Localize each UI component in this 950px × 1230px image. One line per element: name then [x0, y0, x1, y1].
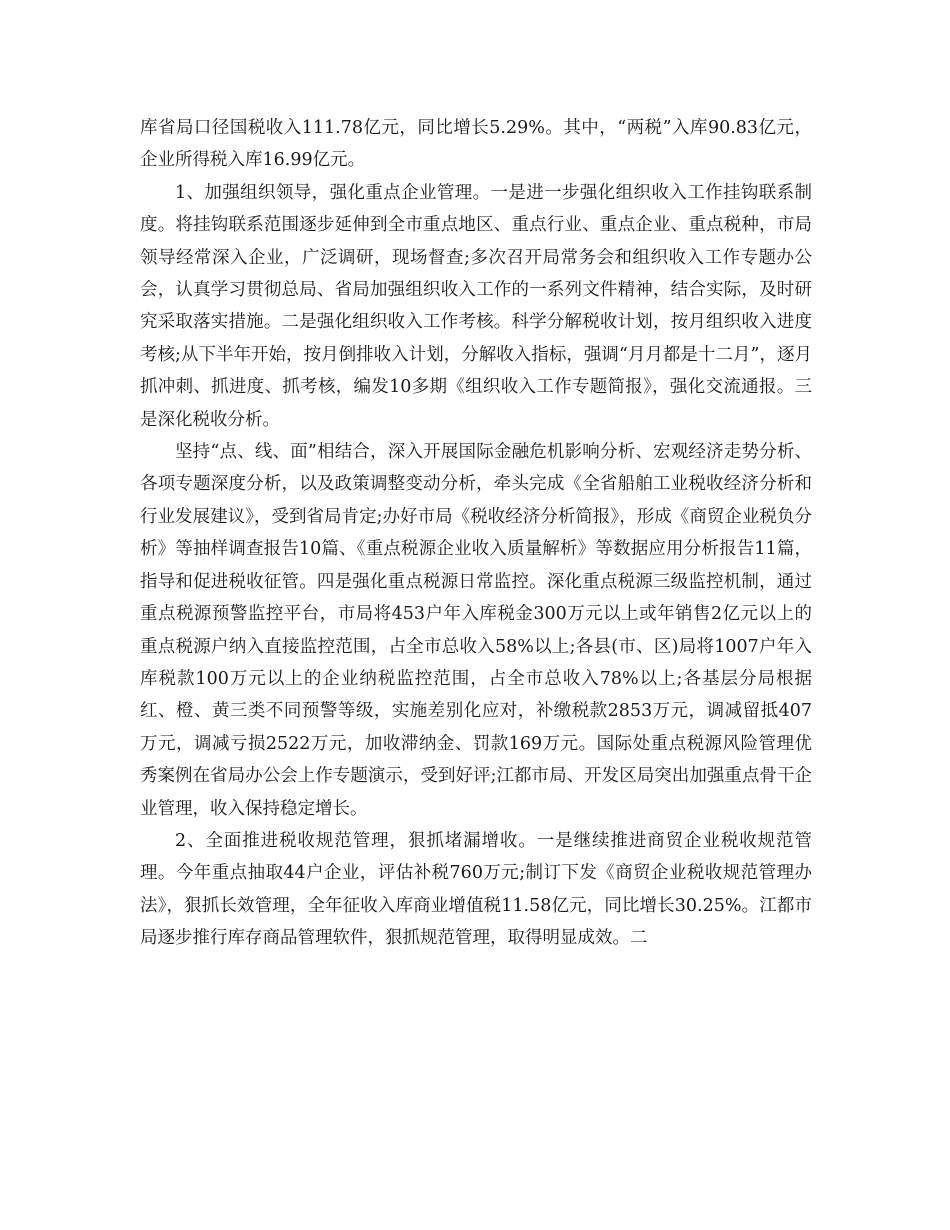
document-body — [140, 112, 812, 955]
paragraph-continuation: 库省局口径国税收入111.78亿元，同比增长5.29%。其中，“两税”入库90.83亿元， 企业所得税入库16.99亿元。 — [140, 118, 812, 171]
paragraph-section-2: 2、全面推进税收规范管理，狠抓堵漏增收。一是继续推进商贸企业税收规范管理。今年重点抽取44户企业，评估补税760万元;制订下发《商贸企业税收规范管理办法》，狠抓长效管理，全年征收入库商业增值税11.58亿元，同比增长30.25%。江都市局逐步推行库存商品管理软件，狠抓规范管理，取得明显成效。二 — [140, 830, 812, 949]
paragraph-tax-analysis: 坚持“点、线、面”相结合，深入开展国际金融危机影响分析、宏观经济走势分析、各项专题深度分析，以及政策调整变动分析，牵头完成《全省船舶工业税收经济分析和行业发展建议》，受到省局肯定;办好市局《税收经济分析简报》，形成《商贸企业税负分析》等抽样调查报告10篇、《重点税源企业收入质量解析》等数据应用分析报告11篇，指导和促进税收征管。四是强化重点税源日常监控。深化重点税源三级监控机制，通过重点税源预警监控平台，市局将453户年入库税金300万元以上或年销售2亿元以上的重点税源户纳入直接监控范围，占全市总收入58%以上;各县(市、区)局将1007户年入库税款100万元以上的企业纳税监控范围，占全市总收入78%以上;各基层分局根据红、橙、黄三类不同预警等级，实施差别化应对，补缴税款2853万元，调减留抵407万元，调减亏损2522万元，加收滞纳金、罚款169万元。国际处重点税源风险管理优秀案例在省局办公会上作专题演示，受到好评;江都市局、开发区局突出加强重点骨干企业管理，收入保持稳定增长。 — [140, 442, 812, 819]
paragraph-section-1: 1、加强组织领导，强化重点企业管理。一是进一步强化组织收入工作挂钩联系制度。将挂钩联系范围逐步延伸到全市重点地区、重点行业、重点企业、重点税种，市局领导经常深入企业，广泛调研，现场督查;多次召开局常务会和组织收入工作专题办公会，认真学习贯彻总局、省局加强组织收入工作的一系列文件精神，结合实际，及时研究采取落实措施。二是强化组织收入工作考核。科学分解税收计划，按月组织收入进度考核;从下半年开始，按月倒排收入计划，分解收入指标，强调“月月都是十二月”，逐月抓冲刺、抓进度、抓考核，编发10多期《组织收入工作专题简报》，强化交流通报。三是深化税收分析。 — [140, 182, 812, 430]
